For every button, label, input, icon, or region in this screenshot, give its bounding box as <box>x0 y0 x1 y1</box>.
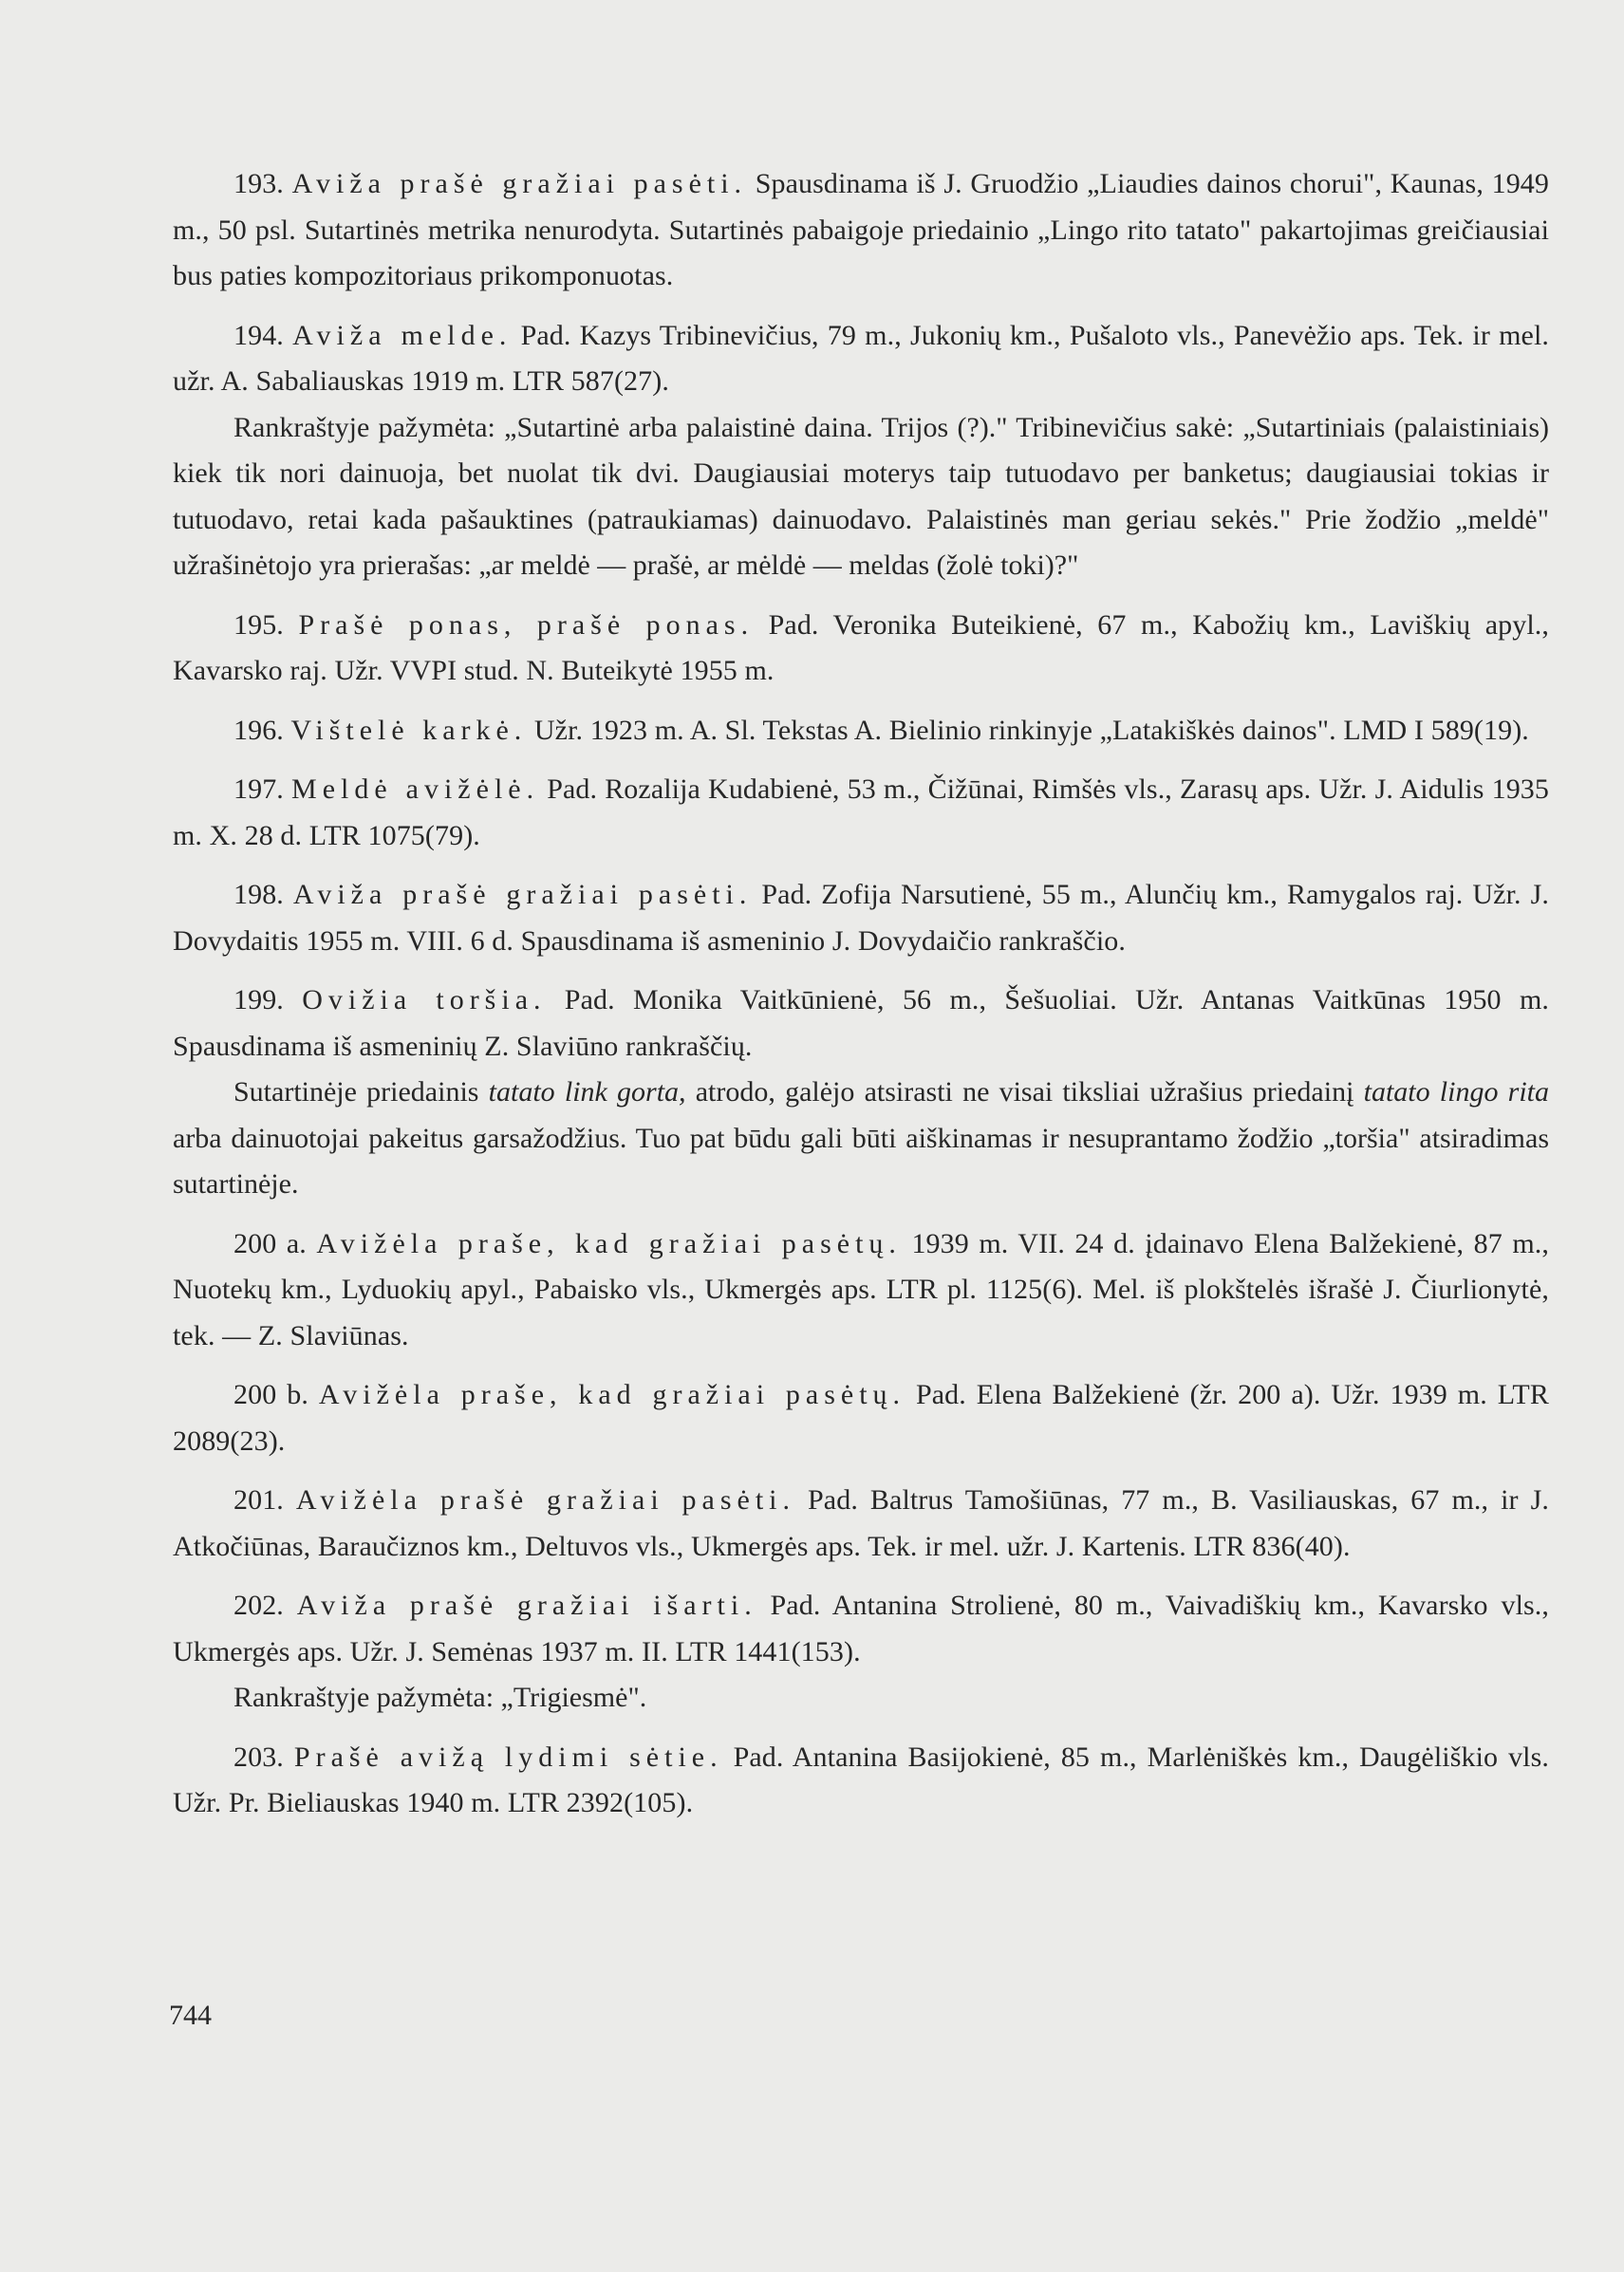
entry-number: 203. <box>233 1741 284 1773</box>
entry-text: Pad. Baltrus Tamošiūnas, 77 m., B. Vasiliauskas, 67 m., ir J. Atkočiūnas, Baraučiznos km., Deltuvos vls., Ukmergės aps. Tek. ir mel. užr. J. Kartenis. LTR 836(40). <box>173 1484 1550 1562</box>
entry-number: 196. <box>233 714 284 746</box>
entry-194-note: Rankraštyje pažymėta: „Sutartinė arba palaistinė daina. Trijos (?)." Tribinevičius sakė: „Sutartiniais (palaistiniais) kiek tik nori dainuoja, bet nuolat tik dvi. Daugiausiai moterys taip tutuodavo per banketus; daugiausiai tokias ir tutuodavo, retai kada pašauktines (patraukiamas) dainuodavo. Palaistinės man geriau sekės." Prie žodžio „meldė" užrašinėtojo yra prierašas: „ar meldė — prašė, ar mėldė — meldas (žolė toki)?" <box>173 411 1549 581</box>
entry-number: 200 b. <box>233 1379 308 1410</box>
entry-text: Pad. Elena Balžekienė (žr. 200 a). Užr. 1939 m. LTR 2089(23). <box>173 1379 1549 1457</box>
song-title: Ovižia toršia. <box>302 984 547 1015</box>
song-title: Aviža prašė gražiai pasėti. <box>291 168 748 199</box>
entry-text: Pad. Kazys Tribinevičius, 79 m., Jukonių km., Pušaloto vls., Panevėžio aps. Tek. ir mel. užr. A. Sabaliauskas 1919 m. LTR 587(27). <box>173 319 1549 397</box>
song-title: Aviža prašė gražiai pasėti. <box>292 879 753 910</box>
entry-199-note: Sutartinėje priedainis tatato link gorta, atrodo, galėjo atsirasti ne visai tiksliai užrašius priedainį tatato lingo rita arba dainuotojai pakeitus garsažodžius. Tuo pat būdu gali būti aiškinamas ir nesuprantamo žodžio „toršia" atsiradimas sutartinėje. <box>173 1076 1550 1200</box>
entry-text: Pad. Rozalija Kudabienė, 53 m., Čižūnai, Rimšės vls., Zarasų aps. Užr. J. Aidulis 1935 m. X. 28 d. LTR 1075(79). <box>173 773 1549 851</box>
entry-number: 200 a. <box>233 1227 307 1259</box>
entry-number: 194. <box>233 319 284 351</box>
song-title: Avižėla prašė gražiai pasėti. <box>295 1484 796 1516</box>
entry-200b <box>173 1372 1549 1464</box>
entry-number: 201. <box>233 1484 284 1516</box>
refrain-quote: tatato lingo rita <box>1363 1076 1550 1108</box>
entry-text: Pad. Antanina Basijokienė, 85 m., Marlėniškės km., Daugėliškio vls. Užr. Pr. Bieliauskas 1940 m. LTR 2392(105). <box>173 1741 1549 1818</box>
entry-text: Spausdinama iš J. Gruodžio „Liaudies dainos chorui", Kaunas, 1949 m., 50 psl. Sutartinės metrika nenurodyta. Sutartinės pabaigoje priedainio „Lingo rito tatato" pakartojimas greičiausiai bus paties kompozitoriaus prikomponuotas. <box>173 168 1549 291</box>
song-title: Meldė avižėlė. <box>291 773 540 805</box>
commentary-text <box>173 161 1549 1840</box>
entry-202-note: Rankraštyje pažymėta: „Trigiesmė". <box>233 1682 647 1713</box>
entry-text: 1939 m. VII. 24 d. įdainavo Elena Balžekienė, 87 m., Nuotekų km., Lyduokių apyl., Pabaisko vls., Ukmergės aps. LTR pl. 1125(6). Mel. iš plokštelės išrašė J. Čiurlionytė, tek. — Z. Slaviūnas. <box>173 1227 1549 1351</box>
song-title: Avižėla praše, kad gražiai pasėtų. <box>318 1379 906 1410</box>
entry-197 <box>173 767 1549 859</box>
song-title: Aviža prašė gražiai išarti. <box>296 1590 757 1621</box>
entry-number: 202. <box>233 1590 284 1621</box>
song-title: Vištelė karkė. <box>290 714 528 746</box>
entry-196 <box>173 708 1549 754</box>
entry-number: 198. <box>233 879 284 910</box>
entry-200a <box>173 1221 1549 1360</box>
entry-number: 195. <box>233 608 284 641</box>
entry-199 <box>173 978 1549 1070</box>
song-title: Aviža melde. <box>292 319 513 351</box>
entry-201 <box>173 1478 1549 1570</box>
entry-number: 199. <box>233 984 284 1015</box>
entry-text: Pad. Antanina Strolienė, 80 m., Vaivadiškių km., Kavarsko vls., Ukmergės aps. Užr. J. Semėnas 1937 m. II. LTR 1441(153). <box>173 1590 1549 1667</box>
entry-202 <box>173 1583 1549 1675</box>
song-title: Prašė avižą lydimi sėtie. <box>293 1741 723 1773</box>
song-title: Avižėla praše, kad gražiai pasėtų. <box>316 1227 902 1259</box>
entry-text: Pad. Zofija Narsutienė, 55 m., Alunčių km., Ramygalos raj. Užr. J. Dovydaitis 1955 m. VIII. 6 d. Spausdinama iš asmeninio J. Dovydaičio rankraščio. <box>173 879 1549 957</box>
entry-number: 193. <box>233 168 284 199</box>
entry-text: Pad. Monika Vaitkūnienė, 56 m., Šešuoliai. Užr. Antanas Vaitkūnas 1950 m. Spausdinama iš asmeninių Z. Slaviūno rankraščių. <box>173 984 1549 1062</box>
song-title: Prašė ponas, prašė ponas. <box>298 608 755 641</box>
entry-193 <box>173 161 1549 300</box>
entry-number: 197. <box>233 773 284 805</box>
entry-194 <box>173 313 1549 405</box>
entry-203 <box>173 1735 1549 1827</box>
entry-195 <box>173 603 1549 695</box>
entry-text: Užr. 1923 m. A. Sl. Tekstas A. Bielinio rinkinyje „Latakiškės dainos". LMD I 589(19). <box>527 714 1529 746</box>
entry-text: Pad. Veronika Buteikienė, 67 m., Kabožių km., Laviškių apyl., Kavarsko raj. Užr. VVPI stud. N. Buteikytė 1955 m. <box>173 608 1549 686</box>
refrain-quote: tatato link gorta, <box>488 1076 686 1108</box>
entry-198 <box>173 872 1549 964</box>
page-number: 744 <box>169 2000 212 2031</box>
